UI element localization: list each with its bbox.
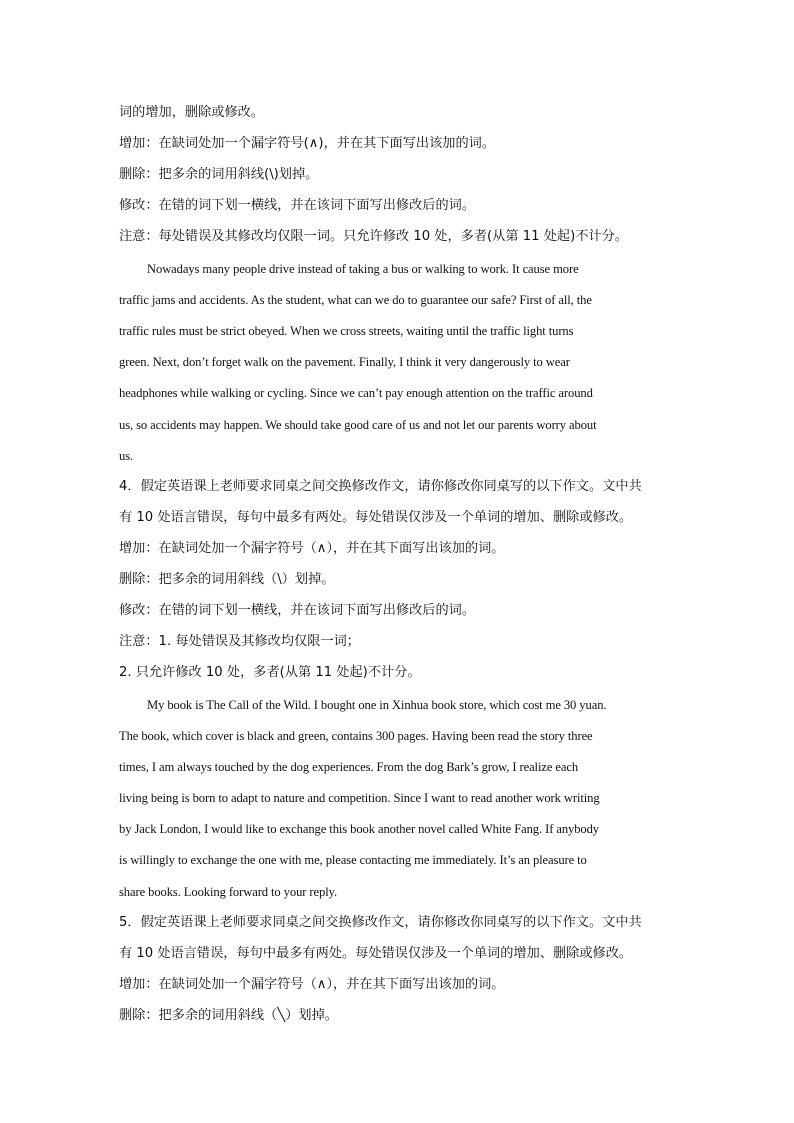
passage-4-line: is willingly to exchange the one with me, please contacting me immediately. It’s an pleasure to	[119, 853, 587, 867]
instruction-add: 增加：在缺词处加一个漏字符号（∧），并在其下面写出该加的词。	[119, 541, 505, 556]
question-4-prompt: 4．假定英语课上老师要求同桌之间交换修改作文，请你修改你同桌写的以下作文。文中共	[119, 479, 642, 494]
instruction-modify: 修改：在错的词下划一横线，并在该词下面写出修改后的词。	[119, 198, 476, 213]
passage-3-line: traffic rules must be strict obeyed. When we cross streets, waiting until the traffic light turns	[119, 324, 574, 338]
passage-4-line: My book is The Call of the Wild. I bought one in Xinhua book store, which cost me 30 yuan.	[147, 698, 607, 712]
instruction-note: 2. 只允许修改 10 处，多者(从第 11 处起)不计分。	[119, 665, 421, 680]
instruction-delete: 删除：把多余的词用斜线（╲）划掉。	[119, 1008, 338, 1023]
question-5-prompt: 有 10 处语言错误，每句中最多有两处。每处错误仅涉及一个单词的增加、删除或修改。	[119, 946, 633, 961]
instruction-add: 增加：在缺词处加一个漏字符号(∧)，并在其下面写出该加的词。	[119, 136, 496, 151]
passage-4-line: times, I am always touched by the dog experiences. From the dog Bark’s grow, I realize each	[119, 760, 579, 774]
passage-4-line: living being is born to adapt to nature and competition. Since I want to read another work writing	[119, 791, 600, 805]
instruction-line: 词的增加，删除或修改。	[119, 105, 265, 120]
passage-4-line: by Jack London, I would like to exchange this book another novel called White Fang. If anybody	[119, 822, 600, 836]
instruction-modify: 修改：在错的词下划一横线，并在该词下面写出修改后的词。	[119, 603, 476, 618]
instruction-add: 增加：在缺词处加一个漏字符号（∧），并在其下面写出该加的词。	[119, 977, 505, 992]
instruction-note: 注意：每处错误及其修改均仅限一词。只允许修改 10 处，多者(从第 11 处起)不计分。	[119, 229, 628, 244]
passage-3-line: Nowadays many people drive instead of taking a bus or walking to work. It cause more	[147, 262, 579, 276]
instruction-note: 注意：1. 每处错误及其修改均仅限一词；	[119, 634, 360, 649]
passage-4-line: The book, which cover is black and green, contains 300 pages. Having been read the story three	[119, 729, 593, 743]
passage-3-line: us.	[119, 449, 134, 463]
question-4-prompt: 有 10 处语言错误，每句中最多有两处。每处错误仅涉及一个单词的增加、删除或修改。	[119, 510, 633, 525]
instruction-delete: 删除：把多余的词用斜线(\)划掉。	[119, 167, 319, 182]
passage-3-line: green. Next, don’t forget walk on the pavement. Finally, I think it very dangerously to wear	[119, 355, 570, 369]
passage-4-line: share books. Looking forward to your reply.	[119, 885, 338, 899]
instruction-delete: 删除：把多余的词用斜线（\）划掉。	[119, 572, 335, 587]
passage-3-line: us, so accidents may happen. We should take good care of us and not let our parents worry about	[119, 418, 597, 432]
passage-3-line: traffic jams and accidents. As the student, what can we do to guarantee our safe? First of all, the	[119, 293, 592, 307]
question-5-prompt: 5．假定英语课上老师要求同桌之间交换修改作文，请你修改你同桌写的以下作文。文中共	[119, 915, 642, 930]
passage-3-line: headphones while walking or cycling. Since we can’t pay enough attention on the traffic around	[119, 386, 593, 400]
